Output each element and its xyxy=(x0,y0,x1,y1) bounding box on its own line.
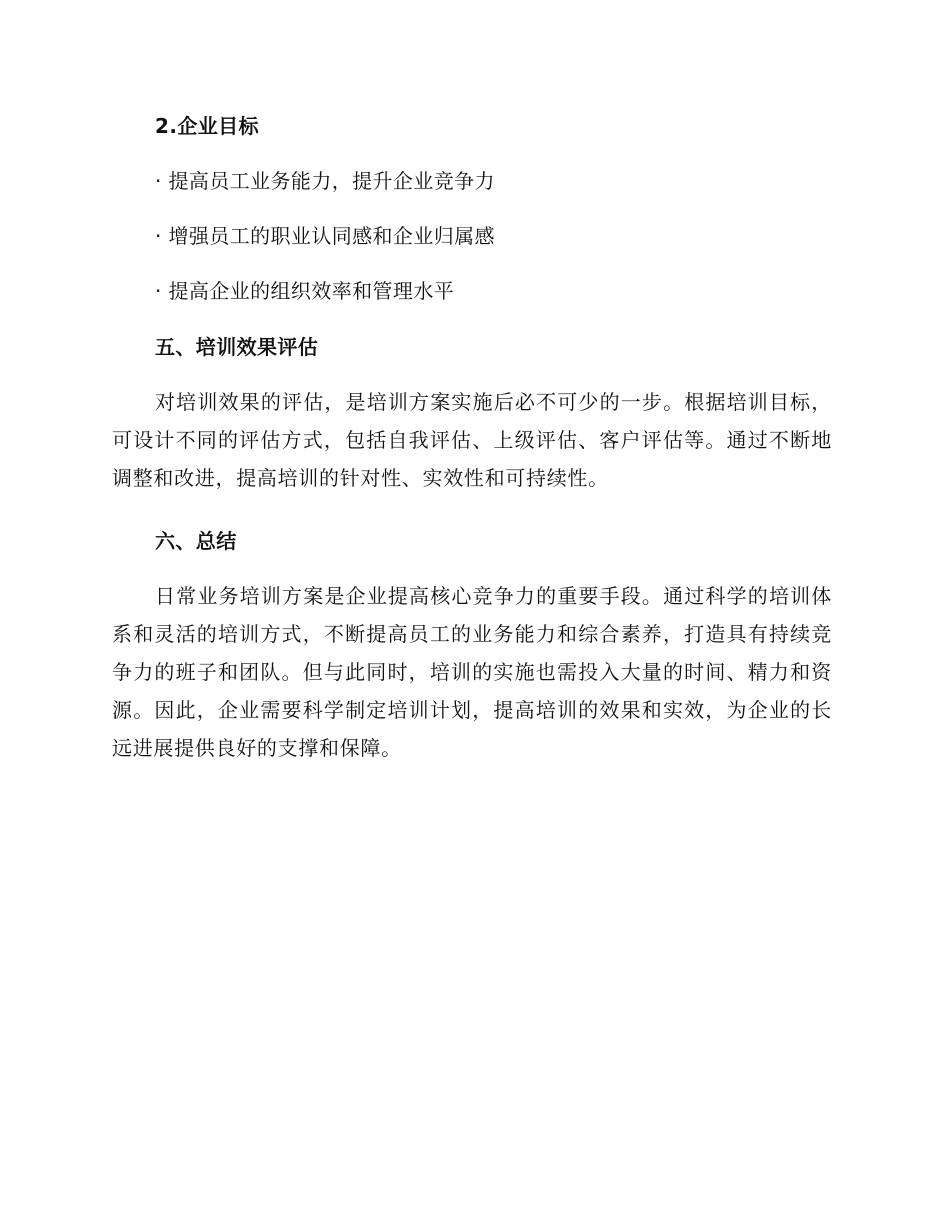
heading-summary: 六、总结 xyxy=(155,529,237,553)
heading-training-evaluation: 五、培训效果评估 xyxy=(155,335,319,359)
heading-enterprise-goals: 2.企业目标 xyxy=(155,114,259,138)
paragraph-summary: 日常业务培训方案是企业提高核心竞争力的重要手段。通过科学的培训体系和灵活的培训方式，不断提高员工的业务能力和综合素养，打造具有持续竞争力的班子和团队。但与此同时，培训的实施也需投入大量的时间、精力和资源。因此，企业需要科学制定培训计划，提高培训的效果和实效，为企业的长远进展提供良好的支撑和保障。 xyxy=(112,584,832,760)
bullet-item-3: · 提高企业的组织效率和管理水平 xyxy=(155,279,455,303)
bullet-item-2: · 增强员工的职业认同感和企业归属感 xyxy=(155,224,495,248)
bullet-item-1: · 提高员工业务能力，提升企业竞争力 xyxy=(155,169,495,193)
paragraph-training-evaluation: 对培训效果的评估，是培训方案实施后必不可少的一步。根据培训目标，可设计不同的评估方式，包括自我评估、上级评估、客户评估等。通过不断地调整和改进，提高培训的针对性、实效性和可持续性。 xyxy=(112,390,832,490)
